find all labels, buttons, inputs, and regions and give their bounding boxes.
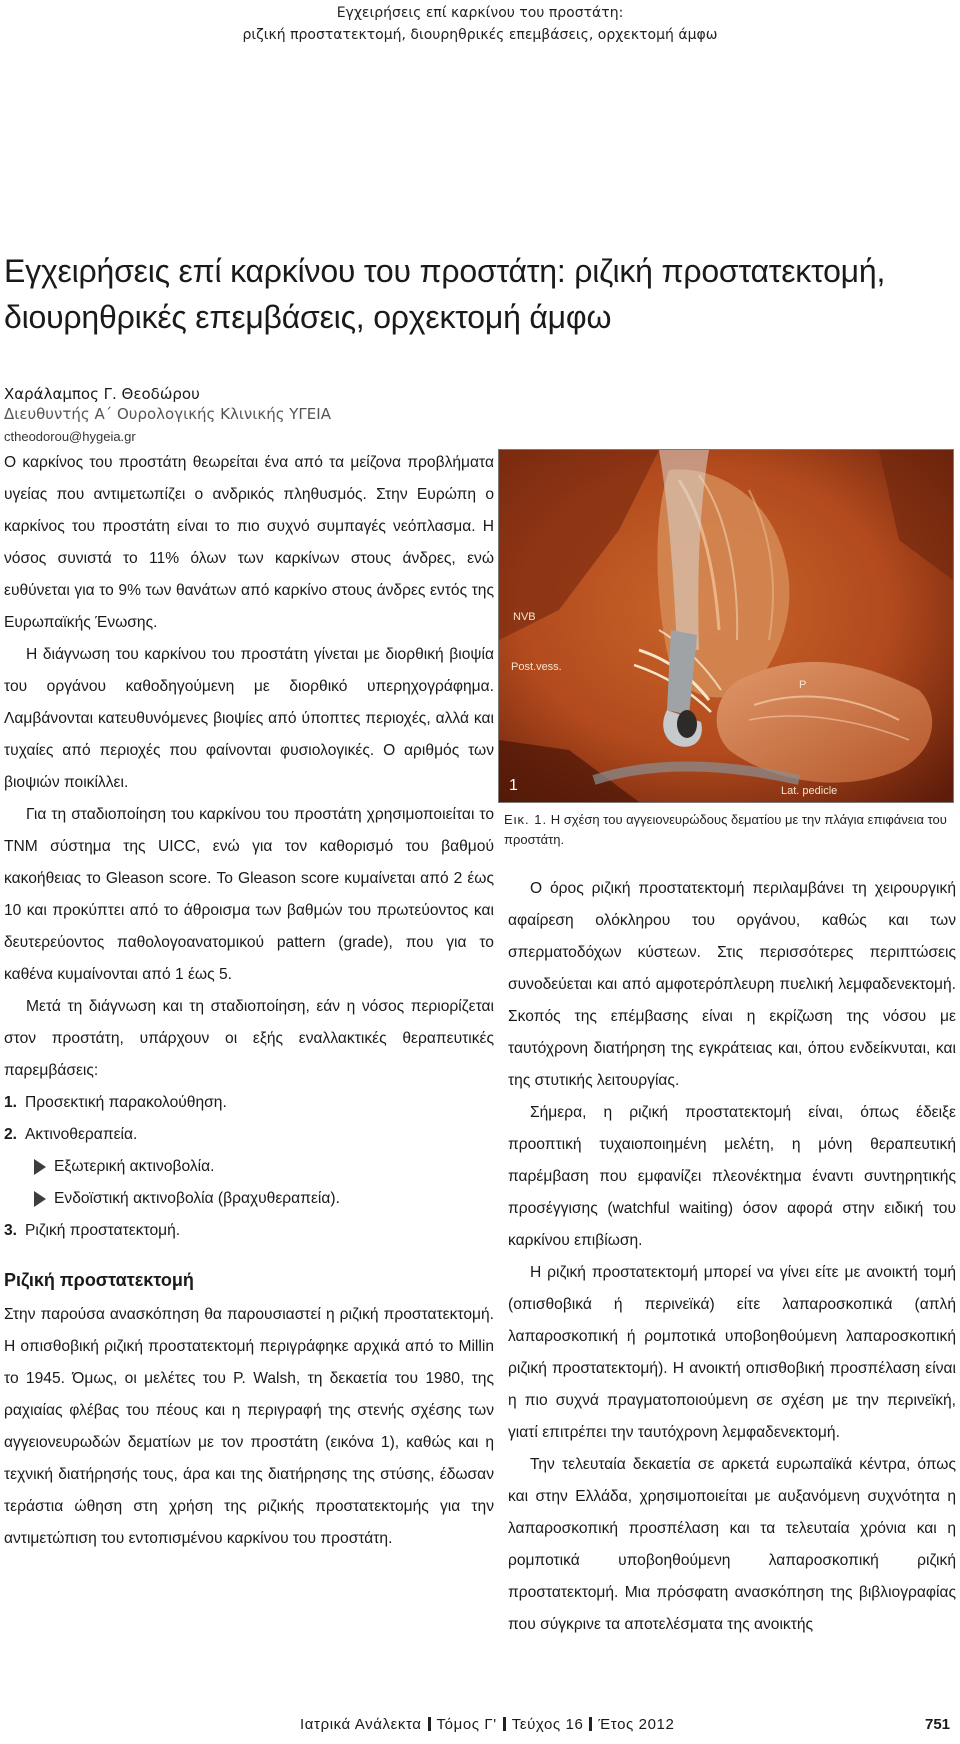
footer-separator (503, 1717, 506, 1731)
paragraph-intro: Ο καρκίνος του προστάτη θεωρείται ένα από τα μείζονα προβλήματα υγείας που αντιμετωπίζει ο ανδρικός πληθυσμός. Στην Ευρώπη ο καρκίνος του προστάτη είναι το πιο συχνό συμπαγές νεόπλασμα. Η νόσος συνιστά το 11% όλων των καρκίνων στους άνδρες, ενώ ευθύνεται για το 9% των θανάτων από καρκίνο στους άνδρες εντός της Ευρωπαϊκής Ένωσης. (4, 454, 494, 631)
paragraph-diagnosis: Η διάγνωση του καρκίνου του προστάτη γίνεται με διορθική βιοψία του οργάνου καθοδηγούμενη με διορθικό υπερηχογράφημα. Λαμβάνονται κατευθυνόμενες βιοψίες από ύποπτες περιοχές, αλλά και τυχαίες από περιοχές που φαίνονται φυσιολογικές. Ο αριθμός των βιοψιών ποικίλλει. (4, 646, 494, 791)
section-heading: Ριζική προστατεκτομή (4, 1270, 194, 1290)
page-number: 751 (925, 1716, 951, 1733)
right-column (508, 873, 956, 1641)
sublist-text: Ενδοϊστική ακτινοβολία (βραχυθεραπεία). (54, 1190, 340, 1207)
figure-label-p: P (799, 679, 807, 691)
triangle-bullet-icon (34, 1191, 46, 1207)
list-text: Ριζική προστατεκτομή. (25, 1222, 181, 1239)
list-number: 1. (4, 1094, 18, 1111)
paragraph-staging: Για τη σταδιοποίηση του καρκίνου του προστάτη χρησιμοποιείται το TNM σύστημα της UICC, ενώ για τον καθορισμό του βαθμού κακοήθειας το Gleason score. Το Gleason score κυμαίνεται από 2 έως 10 και προκύπτει από το άθροισμα των βαθμών του πρωτεύοντος και δευτερεύοντος παθολογοανατομικού pattern (grade), που για το καθένα κυμαίνονται από 1 έως 5. (4, 806, 494, 983)
list-item-3 (4, 1215, 494, 1247)
footer-separator (589, 1717, 592, 1731)
figure-number: 1 (509, 777, 518, 794)
list-number: 3. (4, 1222, 18, 1239)
list-text: Ακτινοθεραπεία. (25, 1126, 138, 1143)
footer-volume: Τόμος Γ' (436, 1716, 497, 1733)
list-item-2 (4, 1119, 494, 1151)
paragraph-evidence: Σήμερα, η ριζική προστατεκτομή είναι, όπως έδειξε προοπτική τυχαιοποιημένη μελέτη, η μόνη θεραπευτική παρέμβαση που εμφανίζει πλεονέκτημα έναντι συντηρητικής προσέγγισης (watchful waiting) όσον αφορά στην ειδική του καρκίνου επιβίωση. (508, 1104, 956, 1249)
paragraph-laparoscopic: Την τελευταία δεκαετία σε αρκετά ευρωπαϊκά κέντρα, όπως και στην Ελλάδα, χρησιμοποιείται με αυξανόμενη συχνότητα η λαπαροσκοπική προσπέλαση και τα τελευταία χρόνια και η ρομποτικά υποβοηθούμενη λαπαροσκοπική ριζική προστατεκτομή. Μια πρόσφατη ανασκόπηση της βιβλιογραφίας που σύγκρινε τα αποτελέσματα της ανοικτής (508, 1456, 956, 1633)
footer-year: Έτος 2012 (598, 1716, 675, 1733)
paragraph-approaches: Η ριζική προστατεκτομή μπορεί να γίνει είτε με ανοικτή τομή (οπισθοβικά ή περινεϊκά) είτε λαπαροσκοπικά (απλή λαπαροσκοπική ή ρομποτικά υποβοηθούμενη λαπαροσκοπική ριζική προστατεκτομή). Η ανοικτή οπισθοβική προσπέλαση είναι η πιο συχνά πραγματοποιούμενη σε σχέση με την περινεϊκή, γιατί επιτρέπει την ταυτόχρονη λεμφαδενεκτομή. (508, 1264, 956, 1441)
running-header-line2: ριζική προστατεκτομή, διουρηθρικές επεμβάσεις, ορχεκτομή άμφω (242, 27, 718, 43)
figure-label-post-vess: Post.vess. (511, 661, 562, 673)
footer-journal: Ιατρικά Ανάλεκτα (300, 1716, 422, 1733)
figure-label-lat-pedicle: Lat. pedicle (781, 785, 838, 797)
sublist-item-2 (4, 1183, 494, 1215)
running-header-line1: Εγχειρήσεις επί καρκίνου του προστάτη: (336, 5, 624, 21)
footer-journal-info (300, 1715, 674, 1735)
figure-caption (504, 810, 956, 850)
sublist-item-1 (4, 1151, 494, 1183)
author-email[interactable]: ctheodorou@hygeia.gr (4, 429, 136, 444)
paragraph-options: Μετά τη διάγνωση και τη σταδιοποίηση, εάν η νόσος περιορίζεται στον προστάτη, υπάρχουν οι εξής εναλλακτικές θεραπευτικές παρεμβάσεις: (4, 998, 494, 1079)
left-column (4, 447, 494, 1555)
figure-label-nvb: NVB (513, 611, 536, 623)
list-item-1 (4, 1087, 494, 1119)
article-title (4, 248, 954, 340)
figure-surgical-photo (498, 449, 954, 803)
sublist-text: Εξωτερική ακτινοβολία. (54, 1158, 215, 1175)
surgical-photo-illustration (499, 450, 953, 802)
caption-text: Η σχέση του αγγειονευρώδους δεματίου με την πλάγια επιφάνεια του προστάτη. (504, 812, 947, 847)
author-affiliation: Διευθυντής Α΄ Ουρολογικής Κλινικής ΥΓΕΙΑ (4, 405, 331, 423)
paragraph-definition: Ο όρος ριζική προστατεκτομή περιλαμβάνει τη χειρουργική αφαίρεση ολόκληρου του οργάνου, καθώς και των σπερματοδόχων κύστεων. Στις περισσότερες περιπτώσεις συνοδεύεται και από αμφοτερόπλευρη πυελική λεμφαδενεκτομή. Σκοπός της επέμβασης είναι η εκρίζωση της νόσου με ταυτόχρονη διατήρηση της εγκράτειας και, όπου ενδείκνυται, και της στυτικής λειτουργίας. (508, 880, 956, 1089)
paragraph-radical-prostatectomy: Στην παρούσα ανασκόπηση θα παρουσιαστεί η ριζική προστατεκτομή. Η οπισθοβική ριζική προστατεκτομή περιγράφηκε αρχικά από το Millin το 1945. Όμως, οι μελέτες του P. Walsh, τη δεκαετία του 1980, της ραχιαίας φλέβας του πέους και η περιγραφή της στενής σχέσης των αγγειονευρωδών δεματίων με τον προστάτη (εικόνα 1), καθώς και η τεχνική διατήρησής τους, άρα και της διατήρησης της στύσης, έδωσαν τεράστια ώθηση στη χρήση της ριζικής προστατεκτομής για την αντιμετώπιση του εντοπισμένου καρκίνου του προστάτη. (4, 1306, 494, 1547)
triangle-bullet-icon (34, 1159, 46, 1175)
article-title-line1: Εγχειρήσεις επί καρκίνου του προστάτη: ριζική προστατεκτομή, (4, 253, 886, 289)
article-title-line2: διουρηθρικές επεμβάσεις, ορχεκτομή άμφω (4, 299, 612, 335)
running-header (0, 2, 960, 46)
caption-prefix: Εικ. 1. (504, 812, 548, 827)
author-name: Χαράλαμπος Γ. Θεοδώρου (4, 385, 200, 403)
footer-issue: Τεύχος 16 (511, 1716, 584, 1733)
footer-separator (428, 1717, 431, 1731)
list-number: 2. (4, 1126, 18, 1143)
list-text: Προσεκτική παρακολούθηση. (25, 1094, 227, 1111)
